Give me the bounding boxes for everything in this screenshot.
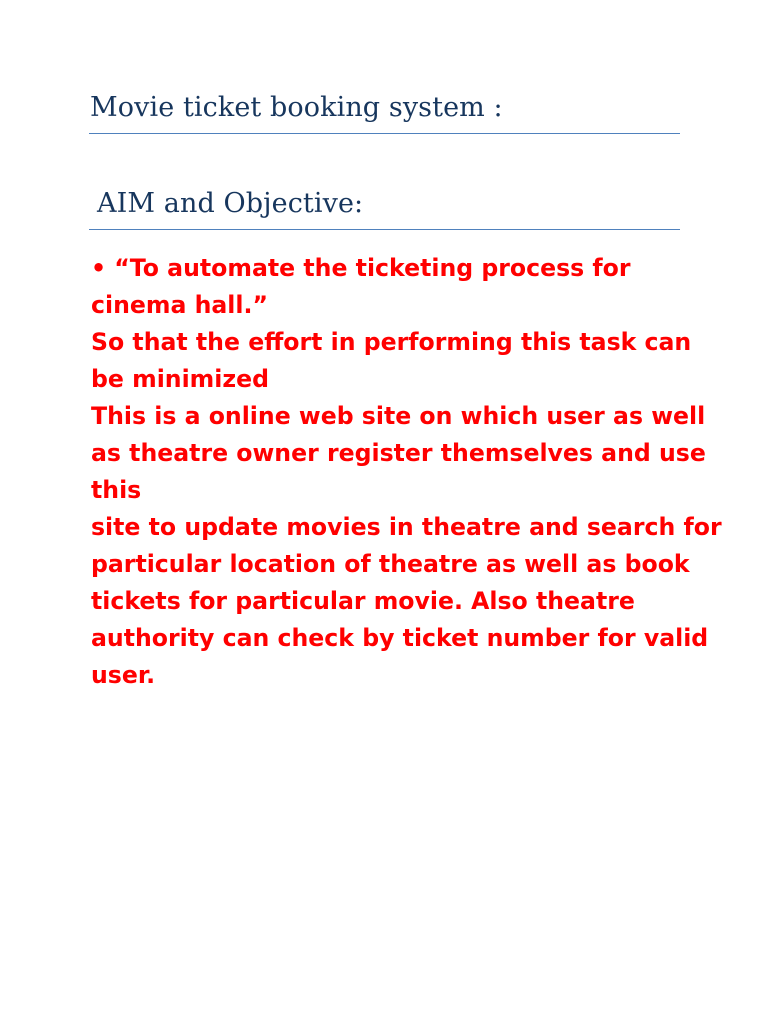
paragraph-line: This is a online web site on which user as well bbox=[91, 402, 706, 430]
paragraph-line: user. bbox=[91, 661, 156, 689]
paragraph-line: site to update movies in theatre and search for bbox=[91, 513, 722, 541]
aim-paragraph bbox=[91, 250, 722, 694]
paragraph-line: So that the effort in performing this task can bbox=[91, 328, 692, 356]
paragraph-line: tickets for particular movie. Also theatre bbox=[91, 587, 635, 615]
paragraph-line: as theatre owner register themselves and use bbox=[91, 439, 706, 467]
paragraph-line: be minimized bbox=[91, 365, 269, 393]
section-heading: AIM and Objective: bbox=[97, 188, 364, 219]
paragraph-line: cinema hall.” bbox=[91, 291, 268, 319]
page-title: Movie ticket booking system : bbox=[90, 92, 503, 123]
paragraph-line: this bbox=[91, 476, 142, 504]
title-underline bbox=[89, 133, 680, 134]
section-underline bbox=[89, 229, 680, 230]
paragraph-line: particular location of theatre as well as book bbox=[91, 550, 690, 578]
paragraph-line: authority can check by ticket number for valid bbox=[91, 624, 709, 652]
paragraph-line: • “To automate the ticketing process for bbox=[91, 254, 631, 282]
